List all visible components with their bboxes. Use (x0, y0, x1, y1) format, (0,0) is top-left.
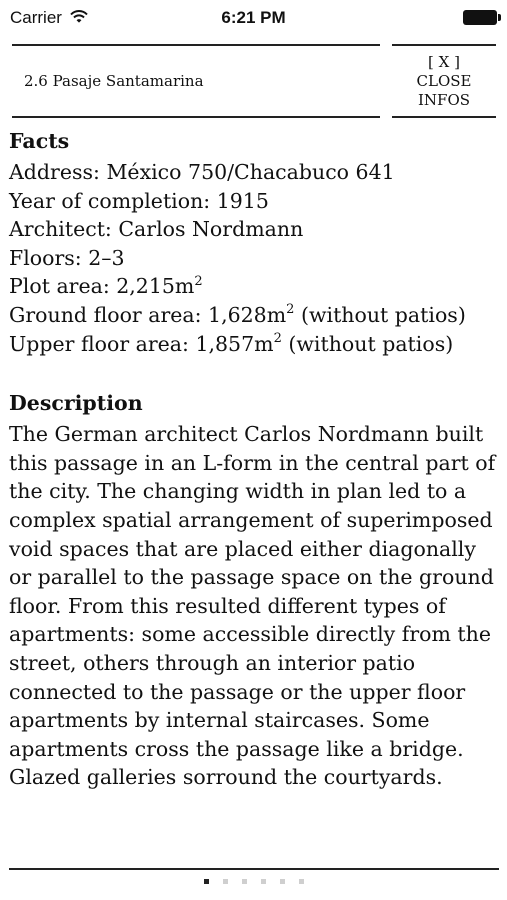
facts-list (9, 158, 499, 358)
page-title: 2.6 Pasaje Santamarina (24, 72, 204, 90)
infos-label: INFOS (417, 90, 471, 109)
description-text: The German architect Carlos Nordmann built this passage in an L-form in the central part of the city. The changing width in plan led to a complex spatial arrangement of superimposed void spaces that are placed either diagonally or parallel to the passage space on the ground floor. From this resulted different types of apartments: some accessible directly from the street, others through an interior patio connected to the passage or the upper floor apartments by internal staircases. Some apartments cross the passage like a bridge. Glazed galleries sorround the courtyards. (9, 422, 496, 790)
fact-ground-floor-label: Ground floor area: 1,628m (9, 302, 287, 327)
page-title-box (12, 44, 380, 118)
fact-plot-area-sup: 2 (194, 273, 203, 289)
page-dot-3[interactable] (242, 879, 247, 884)
fact-upper-floor-area (9, 330, 499, 359)
close-label: CLOSE (416, 71, 472, 90)
fact-year: Year of completion: 1915 (9, 188, 269, 213)
clock: 6:21 PM (221, 8, 286, 27)
fact-ground-floor-sup: 2 (286, 302, 295, 318)
description-heading: Description (9, 391, 143, 416)
fact-floors: Floors: 2–3 (9, 245, 125, 270)
fact-upper-floor-label: Upper floor area: 1,857m (9, 331, 274, 356)
close-icon: [ X ] (428, 52, 460, 71)
status-bar (0, 0, 507, 36)
fact-ground-floor-area (9, 301, 499, 330)
page-dot-1[interactable] (204, 879, 209, 884)
header (12, 44, 496, 116)
fact-ground-floor-suffix: (without patios) (294, 302, 466, 327)
battery-icon (463, 10, 497, 25)
page-dot-6[interactable] (299, 879, 304, 884)
close-infos-button[interactable] (392, 44, 496, 118)
info-content (9, 126, 499, 792)
fact-plot-area (9, 272, 499, 301)
page-dot-2[interactable] (223, 879, 228, 884)
fact-architect: Architect: Carlos Nordmann (9, 217, 304, 242)
fact-address: Address: México 750/Chacabuco 641 (9, 160, 395, 184)
carrier-label: Carrier (10, 8, 62, 27)
page-dot-5[interactable] (280, 879, 285, 884)
fact-plot-area-label: Plot area: 2,215m (9, 274, 195, 299)
page-dot-4[interactable] (261, 879, 266, 884)
page-indicator[interactable] (0, 879, 507, 884)
facts-heading: Facts (9, 129, 70, 153)
fact-upper-floor-suffix: (without patios) (281, 331, 454, 356)
fact-upper-floor-sup: 2 (273, 330, 282, 346)
footer-divider (9, 868, 499, 870)
